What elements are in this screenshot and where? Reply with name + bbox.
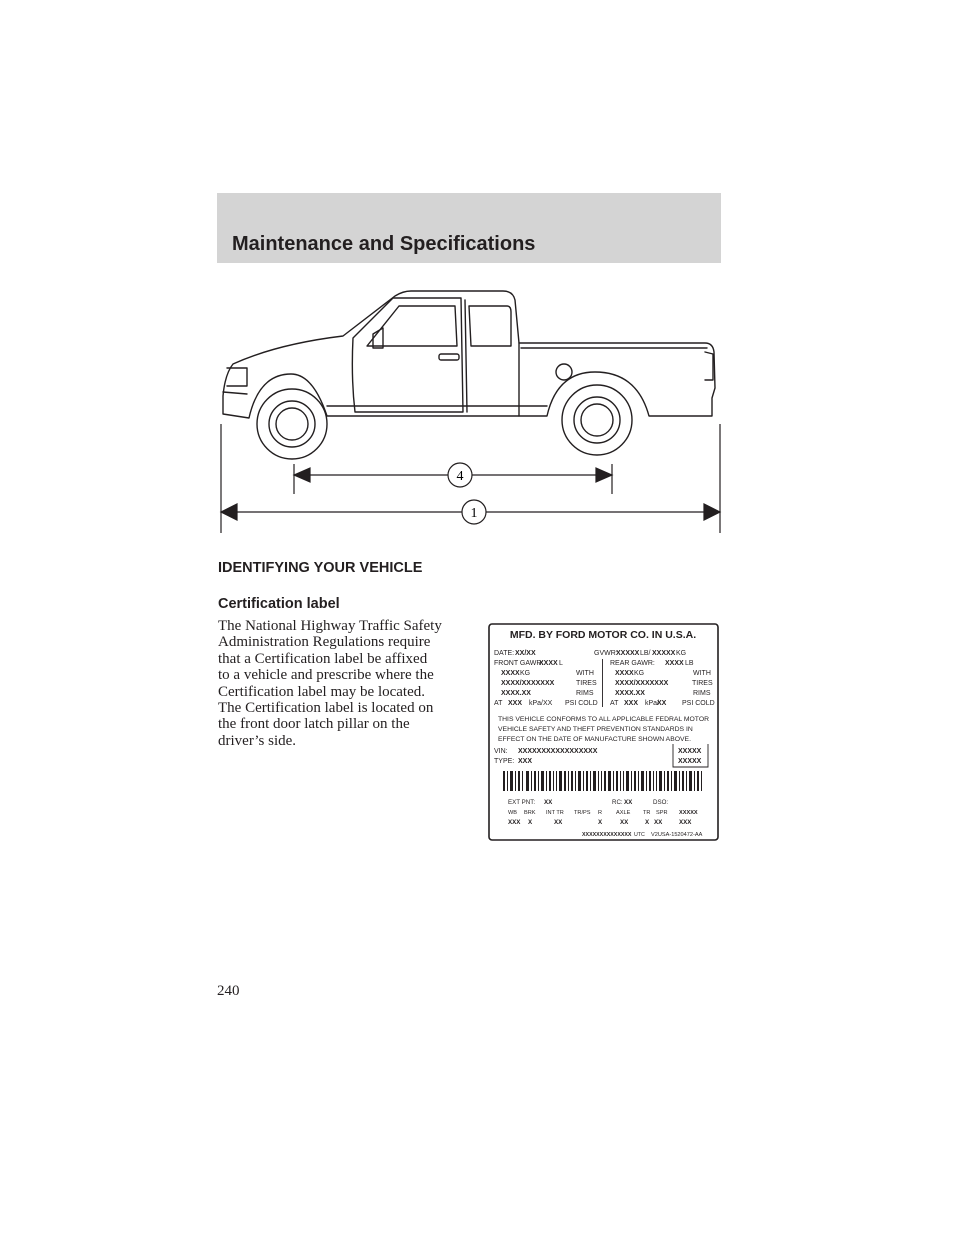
rear-at: AT (610, 700, 619, 707)
page-number: 240 (217, 983, 240, 999)
code-header-tr: TR (643, 810, 651, 816)
front-kg-unit: KG (520, 670, 531, 677)
rear-rim-code: XXXX.XX (615, 690, 645, 697)
paragraph-line: The Certification label is located on (218, 700, 434, 717)
code-value-brk: X (528, 819, 533, 826)
front-at: AT (494, 700, 503, 707)
type-label: TYPE: (494, 758, 515, 765)
code-value-int-tr: XX (554, 819, 563, 826)
rear-pressure-suffix: XX (657, 700, 667, 707)
front-gawr-value: XXXX (539, 660, 558, 667)
code-header-tr-ps: TR/PS (574, 810, 591, 816)
front-tires: TIRES (576, 680, 597, 687)
box-line-1: XXXXX (678, 748, 702, 755)
rc-label: RC: (612, 799, 623, 806)
certification-label-illustration (488, 623, 720, 843)
certification-label-paragraph (218, 618, 474, 749)
front-with: WITH (576, 670, 594, 677)
ext-pnt-value: XX (544, 799, 553, 806)
statement-line: VEHICLE SAFETY AND THEFT PREVENTION STANDARDS IN (498, 726, 693, 733)
front-psi-cold: PSI COLD (565, 700, 598, 707)
rear-pressure-value: XXX (624, 700, 639, 707)
paragraph-line: Certification label may be located. (218, 683, 425, 700)
rear-gawr-unit: LB (685, 660, 694, 667)
code-value-wb: XXX (508, 819, 521, 826)
front-gawr-label: FRONT GAWR: (494, 660, 544, 667)
gvwr-value-kg: XXXXX (652, 650, 676, 657)
rc-value: XX (624, 799, 633, 806)
gvwr-value-lb: XXXXX (616, 650, 640, 657)
gvwr-unit-kg: KG (676, 650, 687, 657)
certification-label-heading: Certification label (218, 596, 340, 612)
front-kg-value: XXXX (501, 670, 520, 677)
front-rim-code: XXXX.XX (501, 690, 531, 697)
code-header-brk: BRK (524, 810, 536, 816)
paragraph-line: the front door latch pillar on the (218, 716, 410, 733)
footer-utc: UTC (634, 832, 645, 838)
code-value-tr: X (645, 819, 650, 826)
dso-label: DSO: (653, 799, 669, 806)
code-value-box: XXX (679, 819, 692, 826)
vin-label: VIN: (494, 748, 508, 755)
front-pressure-unit: kPa/XX (529, 700, 553, 707)
rear-rims: RIMS (693, 690, 711, 697)
type-value: XXX (518, 758, 533, 765)
front-pressure-value: XXX (508, 700, 523, 707)
front-rims: RIMS (576, 690, 594, 697)
code-header-wb: WB (508, 810, 518, 816)
paragraph-line: driver’s side. (218, 732, 297, 749)
paragraph-line: that a Certification label be affixed (218, 650, 428, 667)
header-band (217, 193, 721, 263)
callout-4: 4 (456, 469, 464, 484)
code-value-spr: XX (654, 819, 663, 826)
gvwr-unit-lb: LB/ (640, 650, 651, 657)
code-header-r: R (598, 810, 603, 816)
box-line-2: XXXXX (678, 758, 702, 765)
rear-gawr-label: REAR GAWR: (610, 660, 655, 667)
code-header-int-tr: INT TR (546, 810, 564, 816)
statement-line: THIS VEHICLE CONFORMS TO ALL APPLICABLE FEDRAL MOTOR (498, 716, 710, 723)
footer-serial: XXXXXXXXXXXXXX (582, 832, 632, 838)
rear-kg-value: XXXX (615, 670, 634, 677)
paragraph-line: The National Highway Traffic Safety (218, 618, 442, 634)
code-value-r: X (598, 819, 603, 826)
code-value-axle: XX (620, 819, 629, 826)
page-title: Maintenance and Specifications (232, 233, 536, 255)
code-header-box: XXXXX (679, 810, 698, 816)
paragraph-line: Administration Regulations require (218, 634, 431, 651)
date-value: XX/XX (515, 650, 536, 657)
statement-line: EFFECT ON THE DATE OF MANUFACTURE SHOWN ABOVE. (498, 736, 691, 743)
footer-part-number: V2USA-1520472-AA (651, 832, 703, 838)
code-header-axle: AXLE (616, 810, 631, 816)
rear-tires: TIRES (692, 680, 713, 687)
ext-pnt-label: EXT PNT: (508, 799, 536, 806)
gvwr-label: GVWR: (594, 650, 618, 657)
rear-with: WITH (693, 670, 711, 677)
rear-psi-cold: PSI COLD (682, 700, 715, 707)
callout-1: 1 (470, 506, 478, 521)
front-tire-code: XXXX/XXXXXXX (501, 680, 555, 687)
section-heading: IDENTIFYING YOUR VEHICLE (218, 560, 423, 576)
rear-tire-code: XXXX/XXXXXXX (615, 680, 669, 687)
date-label: DATE: (494, 650, 515, 657)
truck-dimension-illustration (217, 288, 725, 538)
vin-value: XXXXXXXXXXXXXXXXX (518, 748, 598, 755)
code-header-spr: SPR (656, 810, 668, 816)
front-gawr-unit: L (559, 660, 563, 667)
rear-gawr-value: XXXX (665, 660, 684, 667)
rear-pressure-unit: kPa/ (645, 700, 660, 707)
rear-kg-unit: KG (634, 670, 645, 677)
label-title: MFD. BY FORD MOTOR CO. IN U.S.A. (509, 629, 697, 641)
paragraph-line: to a vehicle and prescribe where the (218, 667, 434, 684)
